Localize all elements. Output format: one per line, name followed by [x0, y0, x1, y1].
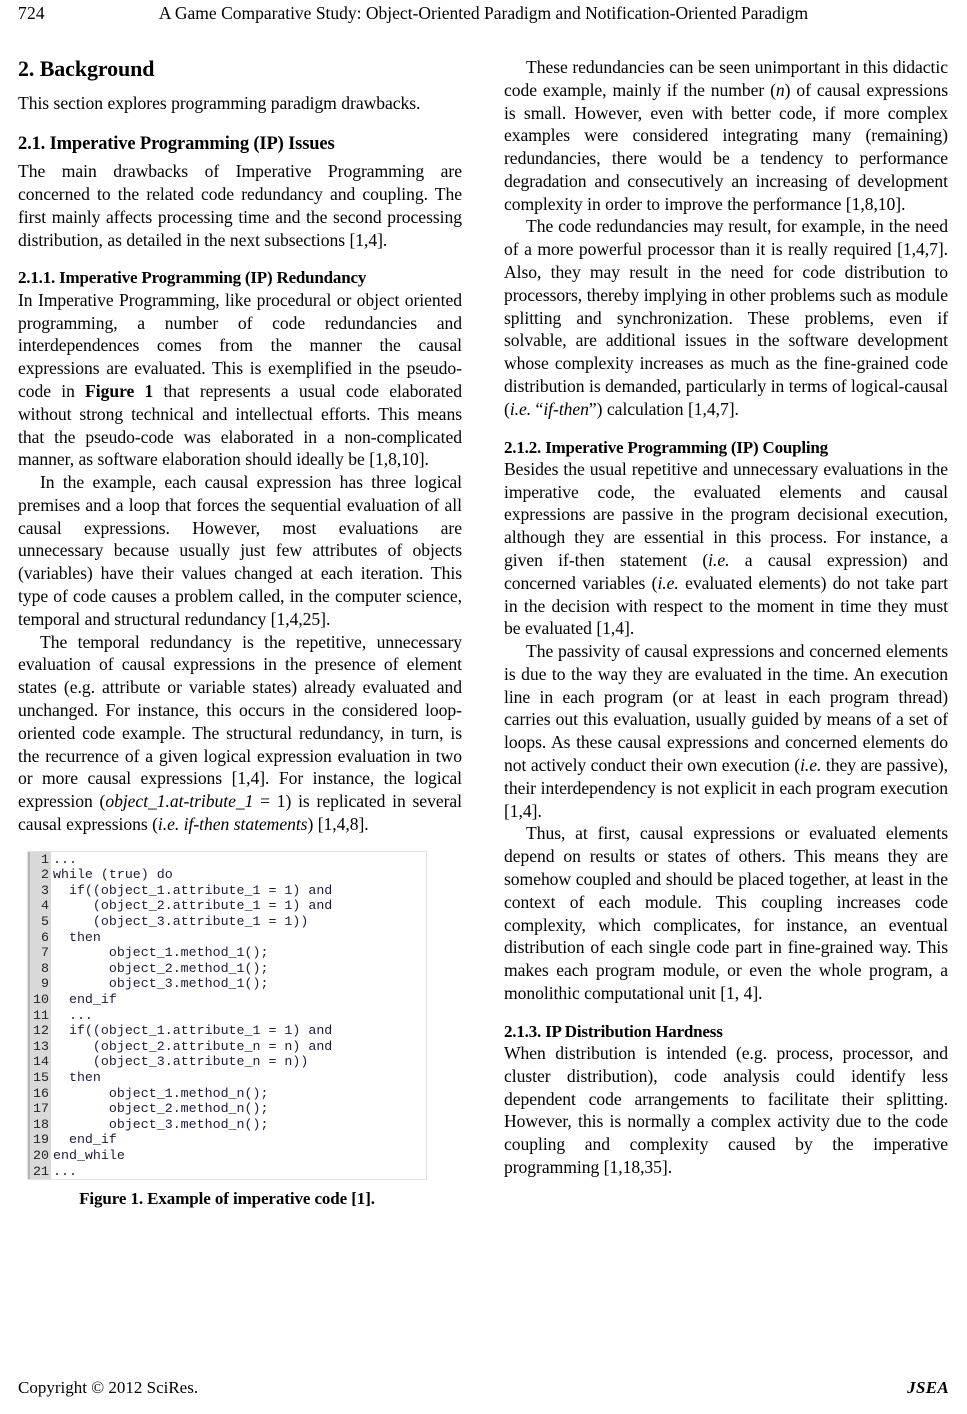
code-line-number: 18 [28, 1117, 51, 1133]
code-line-text: object_2.method_1(); [53, 960, 269, 976]
italic-ie-3: i.e. [657, 572, 679, 593]
journal-abbreviation: JSEA [907, 1378, 949, 1397]
code-line-number: 9 [28, 976, 51, 992]
code-line [28, 867, 426, 883]
code-line [28, 1070, 426, 1086]
code-line-number: 13 [28, 1039, 51, 1055]
code-line-number: 20 [28, 1148, 51, 1164]
left-column [18, 56, 462, 1209]
figure-caption: Figure 1. Example of imperative code [1]. [79, 1189, 375, 1209]
italic-ie-1: i.e. [509, 398, 532, 419]
paragraph-passivity [504, 640, 948, 822]
subsection-heading-2-1-3: 2.1.3. IP Distribution Hardness [504, 1021, 723, 1041]
code-line-number: 5 [28, 914, 51, 930]
paragraph-code-redundancies-result [504, 215, 948, 420]
code-line-number: 4 [28, 898, 51, 914]
code-line [28, 930, 426, 946]
text-run: ) [1,4,8]. [307, 813, 369, 834]
code-line [28, 1117, 426, 1133]
text-run: = 1) is replicated in several causal expressions ( [18, 791, 462, 834]
code-line [28, 945, 426, 961]
code-line [28, 1101, 426, 1117]
code-line [28, 914, 426, 930]
code-line-text: then [53, 1069, 101, 1085]
figure-reference: Figure 1 [85, 381, 154, 401]
italic-variable-n: n [775, 79, 785, 100]
code-line-text: end_while [53, 1147, 125, 1163]
paragraph-example-evaluation: In the example, each causal expression has three logical premises and a loop that forces the sequential evaluation of all causal expressions. However, most evaluations are unnecessary because usually just few attributes of objects (variables) have their values changed at each iteration. This type of code causes a problem called, in the computer science, temporal and structural redundancy [1,4,25]. [18, 472, 462, 629]
code-line [28, 961, 426, 977]
code-line [28, 898, 426, 914]
paragraph-redundancies-unimportant [504, 56, 948, 215]
page-number: 724 [18, 3, 45, 23]
paragraph-coupling-monolithic: Thus, at first, causal expressions or evaluated elements depend on results or states of others. This means they are somehow coupled and should be placed together, at least in the context of each module. This coupling increases code complexity, which complicates, for instance, an eventual distribution of each single code part in fine-grained way. This makes each program module, or even the whole program, a monolithic computational unit [1, 4]. [504, 823, 948, 1003]
paragraph-ip-coupling-intro [504, 458, 948, 640]
code-line [28, 1054, 426, 1070]
code-line [28, 1132, 426, 1148]
italic-ie-2: i.e. [708, 550, 730, 571]
code-line-number: 12 [28, 1023, 51, 1039]
code-line-text: (object_2.attribute_n = n) and [53, 1038, 333, 1054]
section-intro-paragraph: This section explores programming paradigm drawbacks. [18, 93, 421, 114]
code-line-text: then [53, 929, 101, 945]
code-line [28, 1086, 426, 1102]
text-run: ”) calculation [1,4,7]. [588, 398, 739, 419]
code-line-number: 21 [28, 1164, 51, 1180]
italic-term-if-then-statements: i.e. if-then statements [157, 813, 308, 834]
copyright-notice: Copyright © 2012 SciRes. [18, 1378, 199, 1397]
text-run: These redundancies can be seen unimportant in this didactic code example, mainly if the number ( [504, 57, 948, 100]
subsection-heading-2-1-1: 2.1.1. Imperative Programming (IP) Redundancy [18, 268, 367, 288]
code-line-text: end_if [53, 991, 117, 1007]
code-line-number: 10 [28, 992, 51, 1008]
paragraph-temporal-redundancy [18, 631, 462, 836]
page-footer [18, 1378, 949, 1398]
text-run: “ [531, 398, 544, 419]
subsection-heading-2-1: 2.1. Imperative Programming (IP) Issues [18, 134, 335, 155]
code-line-number: 8 [28, 961, 51, 977]
text-run: that represents a usual code elaborated without strong technical and intellectual efforts. This means that the pseudo-code was elaborated in a non-complicated manner, as software elaboration should ideally be [1,8,10]. [18, 381, 462, 470]
paragraph-ip-issues: The main drawbacks of Imperative Programming are concerned to the related code redundancy and coupling. The first mainly affects processing time and the second processing distribution, as detailed in the next subsections [1,4]. [18, 161, 462, 250]
code-line-text: (object_2.attribute_1 = 1) and [53, 898, 333, 914]
code-line-text: object_1.method_n(); [53, 1085, 269, 1101]
code-line-text: object_3.method_1(); [53, 976, 269, 992]
code-line [28, 976, 426, 992]
figure-1 [18, 851, 462, 1209]
code-line-text: object_3.method_n(); [53, 1116, 269, 1132]
code-line-text: object_1.method_1(); [53, 945, 269, 961]
code-line-text: object_2.method_n(); [53, 1101, 269, 1117]
text-run: The temporal redundancy is the repetitive, unnecessary evaluation of causal expressions in the presence of element states (e.g. attribute or variable states) already evaluated and unchanged. For instance, this occurs in the considered loop-oriented code example. The structural redundancy, in turn, is the recurrence of a given logical expression evaluation in two or more causal expressions [1,4]. For instance, the logical expression ( [18, 631, 462, 812]
paragraph-ip-redundancy-intro [18, 289, 462, 471]
code-line [28, 883, 426, 899]
code-line [28, 1039, 426, 1055]
code-line-text: end_if [53, 1132, 117, 1148]
text-run: a causal expression) and concerned variables ( [504, 550, 948, 593]
text-run: evaluated elements) do not take part in the decision with respect to the moment in time they must be evaluated [1,4]. [504, 572, 948, 639]
text-run: In Imperative Programming, like procedural or object oriented programming, a number of code redundancies and interdependences comes from the manner the causal expressions are evaluated. This is exemplified in the pseudo-code in [18, 289, 462, 401]
code-line-number: 15 [28, 1070, 51, 1086]
subsection-heading-2-1-2: 2.1.2. Imperative Programming (IP) Coupling [504, 437, 828, 457]
code-line-number: 2 [28, 867, 51, 883]
paragraph-distribution-hardness: When distribution is intended (e.g. process, processor, and cluster distribution), code analysis could identify less dependent code arrangements to facilitate their splitting. However, this is normally a complex activity due to the code coupling and complexity caused by the imperative programming [1,18,35]. [504, 1043, 948, 1177]
running-title: A Game Comparative Study: Object-Oriented Paradigm and Notification-Oriented Paradigm [158, 3, 809, 23]
italic-if-then: if-then [543, 398, 589, 419]
text-run: they are passive), their interdependency is not explicit in each program execution [1,4]. [504, 755, 948, 821]
code-line-number: 16 [28, 1086, 51, 1102]
code-line [28, 1008, 426, 1024]
code-line-text: ... [53, 1007, 93, 1023]
code-line-number: 6 [28, 930, 51, 946]
code-line-number: 3 [28, 883, 51, 899]
italic-ie-4: i.e. [800, 755, 822, 776]
text-run: The code redundancies may result, for example, in the need of a more powerful processor than it is really required [1,4,7]. Also, they may result in the need for code distribution to processors, thereby implying in other problems such as module splitting and synchronization. These problems, even if solvable, are additional issues in the software development whose complexity increases as much as the fine-grained code distribution is demanded, particularly in terms of logical-causal ( [504, 216, 949, 419]
running-head [18, 0, 949, 34]
code-line-text: ... [53, 851, 77, 867]
code-line-text: (object_3.attribute_n = n)) [53, 1054, 309, 1070]
code-line-number: 17 [28, 1101, 51, 1117]
code-line-text: while (true) do [53, 867, 173, 883]
code-line-text: ... [53, 1163, 77, 1179]
italic-term-object-attribute: object_1.at-tribute_1 [105, 791, 254, 812]
code-line [28, 852, 426, 868]
code-line-text: if((object_1.attribute_1 = 1) and [53, 1023, 333, 1039]
code-line [28, 1148, 426, 1164]
code-line [28, 1164, 426, 1180]
code-line-number: 19 [28, 1132, 51, 1148]
code-line-text: if((object_1.attribute_1 = 1) and [53, 882, 333, 898]
section-heading: 2. Background [18, 56, 155, 81]
text-run: The passivity of causal expressions and concerned elements is due to the way they are evaluated in the time. An execution line in each program (or at least in each program thread) carries out this evaluation, usually guided by means of a set of loops. As these causal expressions and concerned elements do not actively conduct their own execution ( [504, 641, 948, 776]
code-line-number: 11 [28, 1008, 51, 1024]
code-line-number: 7 [28, 945, 51, 961]
two-column-body [18, 56, 949, 1209]
code-line [28, 992, 426, 1008]
text-run: ) of causal expressions is small. However, even with better code, if more complex examples were considered integrating many (remaining) redundancies, there would be a tendency to performance degradation and consecutively an increasing of development complexity in order to improve the performance [1,8,10]. [504, 79, 948, 214]
code-listing [27, 851, 427, 1180]
code-line [28, 1023, 426, 1039]
right-column [504, 56, 948, 1209]
code-line-text: (object_3.attribute_1 = 1)) [53, 914, 309, 929]
code-line-number: 14 [28, 1054, 51, 1070]
text-run: Besides the usual repetitive and unnecessary evaluations in the imperative code, the evaluated elements and causal expressions are passive in the program decisional execution, although they are essential in this process. For instance, a given if-then statement ( [504, 458, 948, 571]
code-line-number: 1 [28, 852, 51, 868]
